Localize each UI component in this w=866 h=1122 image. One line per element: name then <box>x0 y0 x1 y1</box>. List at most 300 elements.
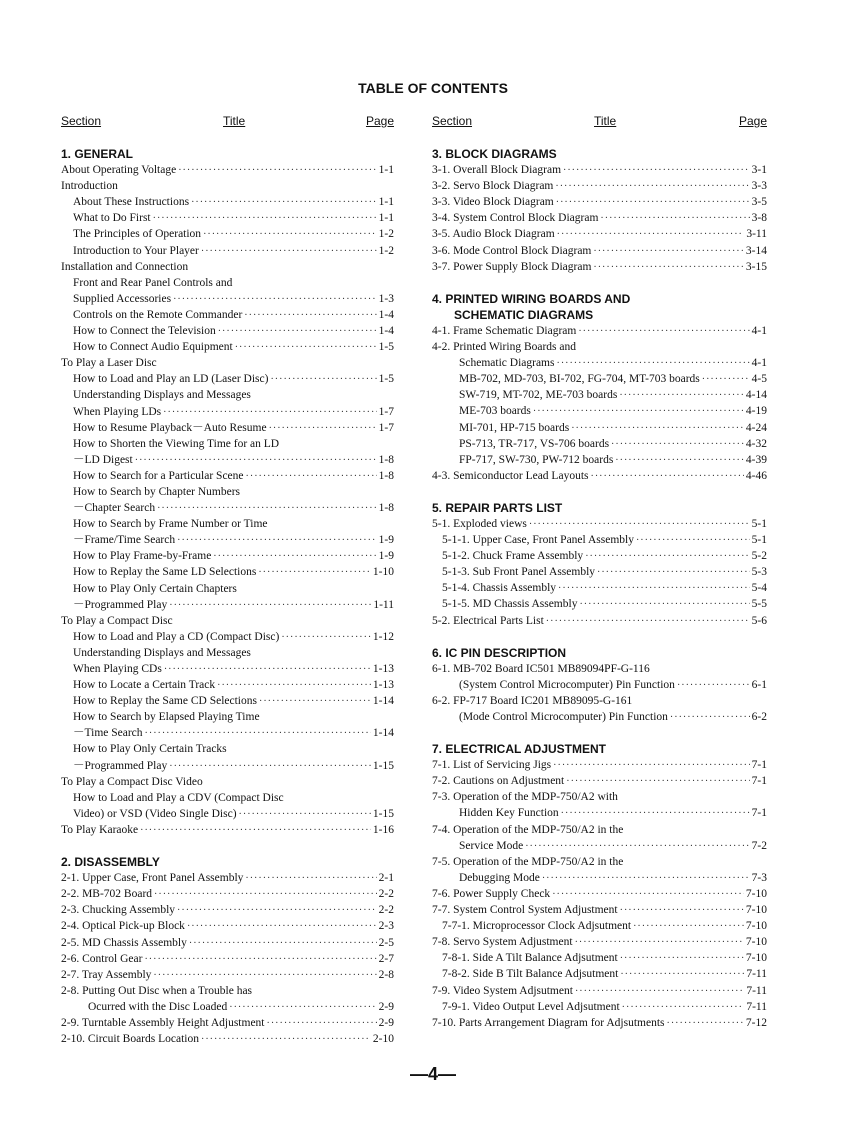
toc-entry <box>432 613 767 629</box>
toc-entry-title: 5-1-2. Chuck Frame Assembly <box>442 550 584 563</box>
dot-leader <box>135 453 377 469</box>
dot-leader <box>555 179 749 195</box>
toc-entry-page: 2-9 <box>378 1000 394 1013</box>
header-section: Section <box>61 114 102 128</box>
dot-leader <box>201 244 377 260</box>
dot-leader <box>144 952 376 968</box>
toc-entry <box>432 452 767 468</box>
toc-entry-title: How to Connect the Television <box>73 325 216 338</box>
section-heading-text: 5. REPAIR PARTS LIST <box>432 500 563 515</box>
toc-entry <box>61 741 394 757</box>
toc-entry <box>432 999 767 1015</box>
toc-entry <box>432 162 767 178</box>
toc-entry-page: 3-14 <box>745 244 767 257</box>
toc-entry <box>61 918 394 934</box>
toc-entry-page: 1-5 <box>378 341 394 354</box>
toc-entry-title: 2-7. Tray Assembly <box>61 968 152 981</box>
dot-leader <box>667 1016 744 1032</box>
toc-entry-title: To Play a Compact Disc <box>61 614 173 627</box>
header-page: Page <box>365 114 394 128</box>
toc-entry-page: 2-5 <box>378 936 394 949</box>
toc-entry <box>432 259 767 275</box>
section-heading-text: 6. IC PIN DESCRIPTION <box>432 645 567 660</box>
dot-leader <box>229 1000 376 1016</box>
toc-entry-title: 7-1. List of Servicing Jigs <box>432 759 552 772</box>
toc-entry-page: 1-4 <box>378 308 394 321</box>
dot-leader <box>563 163 750 179</box>
toc-entry <box>61 564 394 580</box>
dot-leader <box>235 340 377 356</box>
toc-entry-page: 1-4 <box>378 325 394 338</box>
dot-leader <box>561 806 750 822</box>
toc-entry-title: How to Replay the Same LD Selections <box>73 566 257 579</box>
toc-entry <box>432 773 767 789</box>
toc-entry <box>432 210 767 226</box>
toc-entry <box>61 790 394 806</box>
toc-entry <box>432 822 767 838</box>
dot-leader <box>164 662 371 678</box>
toc-entry <box>61 259 394 275</box>
toc-entry-title: Debugging Mode <box>459 871 540 884</box>
toc-entry-title: How to Play Only Certain Tracks <box>73 743 227 756</box>
spacer <box>61 838 394 854</box>
toc-entry-title: Service Mode <box>459 839 524 852</box>
dot-leader <box>213 549 376 565</box>
toc-entry <box>61 870 394 886</box>
toc-entry <box>61 178 394 194</box>
dot-leader <box>622 1000 745 1016</box>
toc-entry <box>61 355 394 371</box>
toc-entry <box>61 758 394 774</box>
toc-entry <box>432 983 767 999</box>
dot-leader <box>615 453 744 469</box>
dot-leader <box>533 404 744 420</box>
toc-entry-title: How to Play Frame-by-Frame <box>73 550 212 563</box>
spacer <box>432 484 767 500</box>
toc-entry <box>61 387 394 403</box>
toc-entry-page: 2-2 <box>378 888 394 901</box>
dot-leader <box>218 324 377 340</box>
toc-entry-page: 2-10 <box>372 1033 394 1046</box>
toc-entry-page: 1-8 <box>378 469 394 482</box>
toc-entry-title: 6-1. MB-702 Board IC501 MB89094PF-G-116 <box>432 662 650 675</box>
toc-entry <box>61 822 394 838</box>
toc-entry-title: How to Search for a Particular Scene <box>73 469 244 482</box>
toc-entry <box>432 420 767 436</box>
toc-entry-page: 5-6 <box>751 614 767 627</box>
toc-entry-title: 3-5. Audio Block Diagram <box>432 228 555 241</box>
toc-entry-page: 7-3 <box>751 871 767 884</box>
toc-right-column <box>432 114 767 1031</box>
dot-leader <box>270 372 376 388</box>
toc-entry-page: 3-3 <box>751 180 767 193</box>
toc-entry-title: To Play a Compact Disc Video <box>61 775 203 788</box>
toc-entry <box>61 371 394 387</box>
dot-leader <box>670 710 750 726</box>
toc-entry <box>432 468 767 484</box>
dot-leader <box>281 630 371 646</box>
toc-entry-page: 4-39 <box>745 453 767 466</box>
header-section: Section <box>432 114 473 128</box>
toc-entry-title: How to Locate a Certain Track <box>73 679 216 692</box>
toc-entry-title: What to Do First <box>73 212 151 225</box>
toc-entry <box>61 275 394 291</box>
toc-entry <box>432 178 767 194</box>
toc-entry-title: 7-2. Cautions on Adjustment <box>432 775 565 788</box>
spacer <box>432 275 767 291</box>
toc-entry-page: 3-5 <box>751 196 767 209</box>
dot-leader <box>593 244 744 260</box>
toc-entry <box>432 548 767 564</box>
dot-leader <box>259 694 371 710</box>
toc-entry <box>432 516 767 532</box>
dot-leader <box>702 372 750 388</box>
dot-leader <box>246 469 377 485</box>
toc-entry <box>61 243 394 259</box>
toc-entry-page: 7-11 <box>746 968 767 981</box>
dot-leader <box>597 565 750 581</box>
toc-entry-title: How to Search by Frame Number or Time <box>73 518 268 531</box>
toc-entry-page: 1-13 <box>372 679 394 692</box>
section-heading-text: 1. GENERAL <box>61 147 134 161</box>
toc-entry <box>432 532 767 548</box>
toc-entry-page: 1-1 <box>378 212 394 225</box>
dot-leader <box>578 324 749 340</box>
toc-entry-page: 5-1 <box>751 534 767 547</box>
toc-entry-title: Supplied Accessories <box>73 292 172 305</box>
toc-entry-title: 2-8. Putting Out Disc when a Trouble has <box>61 984 253 997</box>
header-title: Title <box>594 114 617 128</box>
dot-leader <box>566 774 749 790</box>
toc-entry <box>61 516 394 532</box>
toc-entry <box>432 194 767 210</box>
dot-leader <box>154 887 377 903</box>
column-headers <box>432 114 767 130</box>
toc-entry-title: －Time Search <box>73 727 143 740</box>
toc-entry-page: 7-11 <box>746 1000 767 1013</box>
toc-entry-title: To Play Karaoke <box>61 823 139 836</box>
toc-entry-title: Hidden Key Function <box>459 807 559 820</box>
dot-leader <box>269 421 377 437</box>
toc-entry <box>432 757 767 773</box>
toc-entry-title: Front and Rear Panel Controls and <box>73 276 233 289</box>
toc-entry-page: 2-3 <box>378 920 394 933</box>
toc-entry <box>61 420 394 436</box>
dot-leader <box>591 469 744 485</box>
toc-entry-page: 1-11 <box>373 598 394 611</box>
toc-entry <box>432 580 767 596</box>
toc-entries-right <box>432 146 767 1031</box>
toc-entry-page: 4-19 <box>745 405 767 418</box>
dot-leader <box>575 984 744 1000</box>
toc-entry-title: 3-2. Servo Block Diagram <box>432 180 554 193</box>
toc-entry-title: 7-8. Servo System Adjustment <box>432 936 573 949</box>
toc-entry-page: 7-10 <box>745 904 767 917</box>
toc-entry-title: Installation and Connection <box>61 260 189 273</box>
toc-entry-title: 3-4. System Control Block Diagram <box>432 212 599 225</box>
toc-entry <box>61 629 394 645</box>
toc-entry <box>61 323 394 339</box>
section-heading <box>432 307 767 323</box>
toc-entry-page: 1-13 <box>372 663 394 675</box>
toc-entry-title: Schematic Diagrams <box>459 357 555 370</box>
toc-entry-title: SW-719, MT-702, ME-703 boards <box>459 389 618 402</box>
toc-entry-title: ME-703 boards <box>459 405 531 418</box>
toc-entry-title: －Programmed Play <box>73 598 168 611</box>
toc-entry-title: 5-1-3. Sub Front Panel Assembly <box>442 566 596 579</box>
toc-entry <box>61 339 394 355</box>
toc-entry <box>61 999 394 1015</box>
toc-entry-page: 7-10 <box>745 952 767 965</box>
toc-entry <box>61 725 394 741</box>
toc-entry-page: 1-1 <box>378 164 394 177</box>
toc-entry <box>432 950 767 966</box>
dot-leader <box>558 581 750 597</box>
toc-entry <box>61 468 394 484</box>
toc-entry-title: 3-7. Power Supply Block Diagram <box>432 260 592 273</box>
toc-entry <box>61 645 394 661</box>
toc-entry-page: 6-2 <box>751 711 767 723</box>
dot-leader <box>157 501 377 517</box>
toc-entry-title: MI-701, HP-715 boards <box>459 421 570 434</box>
toc-entry-page: 1-1 <box>378 196 394 209</box>
toc-entry-title: About Operating Voltage <box>61 164 177 177</box>
toc-entry-page: 1-14 <box>372 695 394 708</box>
toc-entry <box>61 307 394 323</box>
toc-entry <box>61 886 394 902</box>
toc-entry-page: 4-46 <box>745 469 767 482</box>
dot-leader <box>187 919 377 935</box>
toc-entry-page: 1-9 <box>378 534 394 547</box>
dot-leader <box>620 903 744 919</box>
dot-leader <box>169 598 371 614</box>
toc-entry-title: How to Load and Play a CDV (Compact Disc <box>73 791 284 804</box>
toc-entry <box>432 789 767 805</box>
section-heading <box>432 741 767 757</box>
toc-entry-page: 2-7 <box>378 952 394 965</box>
toc-entry-title: 2-1. Upper Case, Front Panel Assembly <box>61 872 244 885</box>
dot-leader <box>611 437 744 453</box>
dot-leader <box>571 421 744 437</box>
toc-entry-page: 1-15 <box>372 807 394 820</box>
toc-entry-page: 1-14 <box>372 727 394 740</box>
toc-entry <box>432 564 767 580</box>
toc-entry-page: 4-1 <box>751 357 767 370</box>
dot-leader <box>620 951 744 967</box>
toc-entry <box>432 870 767 886</box>
toc-entry-page: 2-9 <box>378 1016 394 1029</box>
dot-leader <box>153 211 377 227</box>
toc-entry-title: Understanding Displays and Messages <box>73 389 251 402</box>
dot-leader <box>244 308 376 324</box>
dot-leader <box>552 887 744 903</box>
toc-entry <box>61 661 394 677</box>
toc-entry-page: 2-1 <box>378 872 394 885</box>
toc-entry-page: 1-5 <box>378 373 394 386</box>
toc-entry-title: (Mode Control Microcomputer) Pin Function <box>459 711 668 723</box>
toc-entry-title: 5-1-5. MD Chassis Assembly <box>442 598 578 611</box>
dot-leader <box>217 678 371 694</box>
toc-entry-title: 5-1-1. Upper Case, Front Panel Assembly <box>442 534 634 547</box>
toc-entry-page: 1-16 <box>372 823 394 836</box>
toc-entry <box>61 162 394 178</box>
toc-entry-title: 7-8-1. Side A Tilt Balance Adjsutment <box>442 952 618 965</box>
toc-entry-page: 2-8 <box>378 968 394 981</box>
toc-entry-title: 7-5. Operation of the MDP-750/A2 in the <box>432 855 624 868</box>
toc-entry-page: 1-8 <box>378 453 394 466</box>
toc-entry-page: 3-1 <box>751 164 767 177</box>
toc-entry <box>432 966 767 982</box>
section-heading-text: 4. PRINTED WIRING BOARDS AND <box>432 291 631 306</box>
toc-entry-title: How to Search by Chapter Numbers <box>73 485 241 498</box>
column-headers <box>61 114 394 130</box>
toc-entry-page: 5-1 <box>751 517 767 530</box>
toc-entry-page: 1-3 <box>378 292 394 305</box>
dot-leader <box>529 517 750 533</box>
toc-entry <box>432 226 767 242</box>
spacer <box>432 725 767 741</box>
page-number: —4— <box>409 1064 456 1084</box>
toc-entry <box>61 436 394 452</box>
toc-entry <box>61 210 394 226</box>
toc-entry-title: Ocurred with the Disc Loaded <box>88 1000 228 1013</box>
toc-entry-page: 1-2 <box>378 228 394 241</box>
dot-leader <box>556 356 749 372</box>
toc-entry-title: 7-6. Power Supply Check <box>432 887 551 900</box>
toc-entry <box>432 371 767 387</box>
toc-entry-title: About These Instructions <box>73 196 190 209</box>
toc-entry <box>432 805 767 821</box>
toc-entry-title: 7-10. Parts Arrangement Diagram for Adjsutments <box>432 1016 665 1029</box>
section-heading <box>432 146 767 162</box>
dot-leader <box>169 759 371 775</box>
dot-leader <box>239 807 371 823</box>
toc-entry <box>432 243 767 259</box>
toc-entry <box>61 194 394 210</box>
toc-entry-title: How to Load and Play an LD (Laser Disc) <box>73 373 269 386</box>
toc-entry-page: 7-12 <box>745 1016 767 1029</box>
toc-entry-title: Understanding Displays and Messages <box>73 646 251 659</box>
dot-leader <box>593 260 744 276</box>
toc-entry-title: PS-713, TR-717, VS-706 boards <box>459 437 610 450</box>
dot-leader <box>542 871 750 887</box>
toc-entry <box>61 774 394 790</box>
toc-entry <box>61 967 394 983</box>
dot-leader <box>191 195 377 211</box>
dot-leader <box>546 614 750 630</box>
toc-entry-page: 1-2 <box>378 244 394 257</box>
toc-entry-title: 3-6. Mode Control Block Diagram <box>432 244 592 257</box>
toc-entry <box>61 709 394 725</box>
dot-leader <box>620 967 744 983</box>
toc-entry-page: 7-1 <box>751 759 767 772</box>
section-heading <box>61 854 394 870</box>
toc-entry-page: 1-10 <box>372 566 394 579</box>
toc-entry <box>61 613 394 629</box>
section-heading-text: 7. ELECTRICAL ADJUSTMENT <box>432 742 607 757</box>
toc-entry-title: How to Search by Elapsed Playing Time <box>73 711 260 724</box>
toc-entry-page: 7-10 <box>745 936 767 949</box>
toc-entry <box>61 951 394 967</box>
toc-entry <box>61 548 394 564</box>
section-heading-text: 3. BLOCK DIAGRAMS <box>432 147 557 161</box>
dot-leader <box>579 597 749 613</box>
dot-leader <box>585 549 749 565</box>
dot-leader <box>163 405 377 421</box>
toc-entry-title: When Playing LDs <box>73 405 162 418</box>
toc-entry <box>61 935 394 951</box>
toc-entry-page: 4-1 <box>751 324 767 337</box>
toc-entry-page: 2-2 <box>378 904 394 917</box>
toc-entry-page: 1-15 <box>372 759 394 772</box>
toc-entry <box>61 693 394 709</box>
toc-entry <box>432 403 767 419</box>
toc-entry-page: 5-5 <box>751 598 767 611</box>
dot-leader <box>575 935 744 951</box>
toc-entry-title: 4-3. Semiconductor Lead Layouts <box>432 469 589 482</box>
dot-leader <box>173 292 377 308</box>
header-title: Title <box>223 114 246 128</box>
toc-entry-page: 3-15 <box>745 260 767 273</box>
toc-entry-title: 5-1. Exploded views <box>432 517 527 530</box>
dot-leader <box>140 823 371 839</box>
dot-leader <box>177 903 377 919</box>
toc-entry-title: 2-4. Optical Pick-up Block <box>61 920 185 933</box>
toc-entry <box>432 1015 767 1031</box>
toc-entry <box>432 436 767 452</box>
toc-entry <box>432 886 767 902</box>
toc-entry-title: When Playing CDs <box>73 663 162 675</box>
toc-entry-title: Introduction <box>61 180 118 193</box>
dot-leader <box>245 871 376 887</box>
toc-entry <box>432 854 767 870</box>
toc-entry-title: 3-1. Overall Block Diagram <box>432 164 562 177</box>
toc-entry <box>61 677 394 693</box>
dot-leader <box>619 388 744 404</box>
toc-entry <box>61 902 394 918</box>
toc-entry <box>432 934 767 950</box>
toc-entry <box>432 387 767 403</box>
toc-entry-page: 1-12 <box>372 630 394 643</box>
toc-entry-title: 2-6. Control Gear <box>61 952 143 965</box>
toc-entry-title: 2-5. MD Chassis Assembly <box>61 936 187 949</box>
section-heading-text: SCHEMATIC DIAGRAMS <box>454 307 594 322</box>
dot-leader <box>677 678 750 694</box>
toc-entry-page: 1-7 <box>378 421 394 434</box>
toc-entry-page: 7-2 <box>751 839 767 852</box>
toc-entry <box>432 693 767 709</box>
toc-entry-title: Video) or VSD (Video Single Disc) <box>73 807 237 820</box>
toc-entry <box>432 709 767 725</box>
toc-entry-title: －Programmed Play <box>73 759 168 772</box>
toc-entry <box>61 484 394 500</box>
toc-entry-title: Introduction to Your Player <box>73 244 199 257</box>
toc-entry-page: 5-2 <box>751 550 767 563</box>
dot-leader <box>189 936 377 952</box>
toc-entries-left <box>61 146 394 1047</box>
toc-entry-title: 4-1. Frame Schematic Diagram <box>432 324 577 337</box>
toc-entry <box>61 404 394 420</box>
header-page: Page <box>738 114 767 128</box>
toc-entry <box>61 532 394 548</box>
section-heading-text: 2. DISASSEMBLY <box>61 855 160 870</box>
dot-leader <box>553 758 750 774</box>
dot-leader <box>258 565 371 581</box>
toc-entry-title: 3-3. Video Block Diagram <box>432 196 554 209</box>
toc-entry <box>61 500 394 516</box>
toc-entry <box>61 983 394 999</box>
toc-entry-title: 5-2. Electrical Parts List <box>432 614 544 627</box>
